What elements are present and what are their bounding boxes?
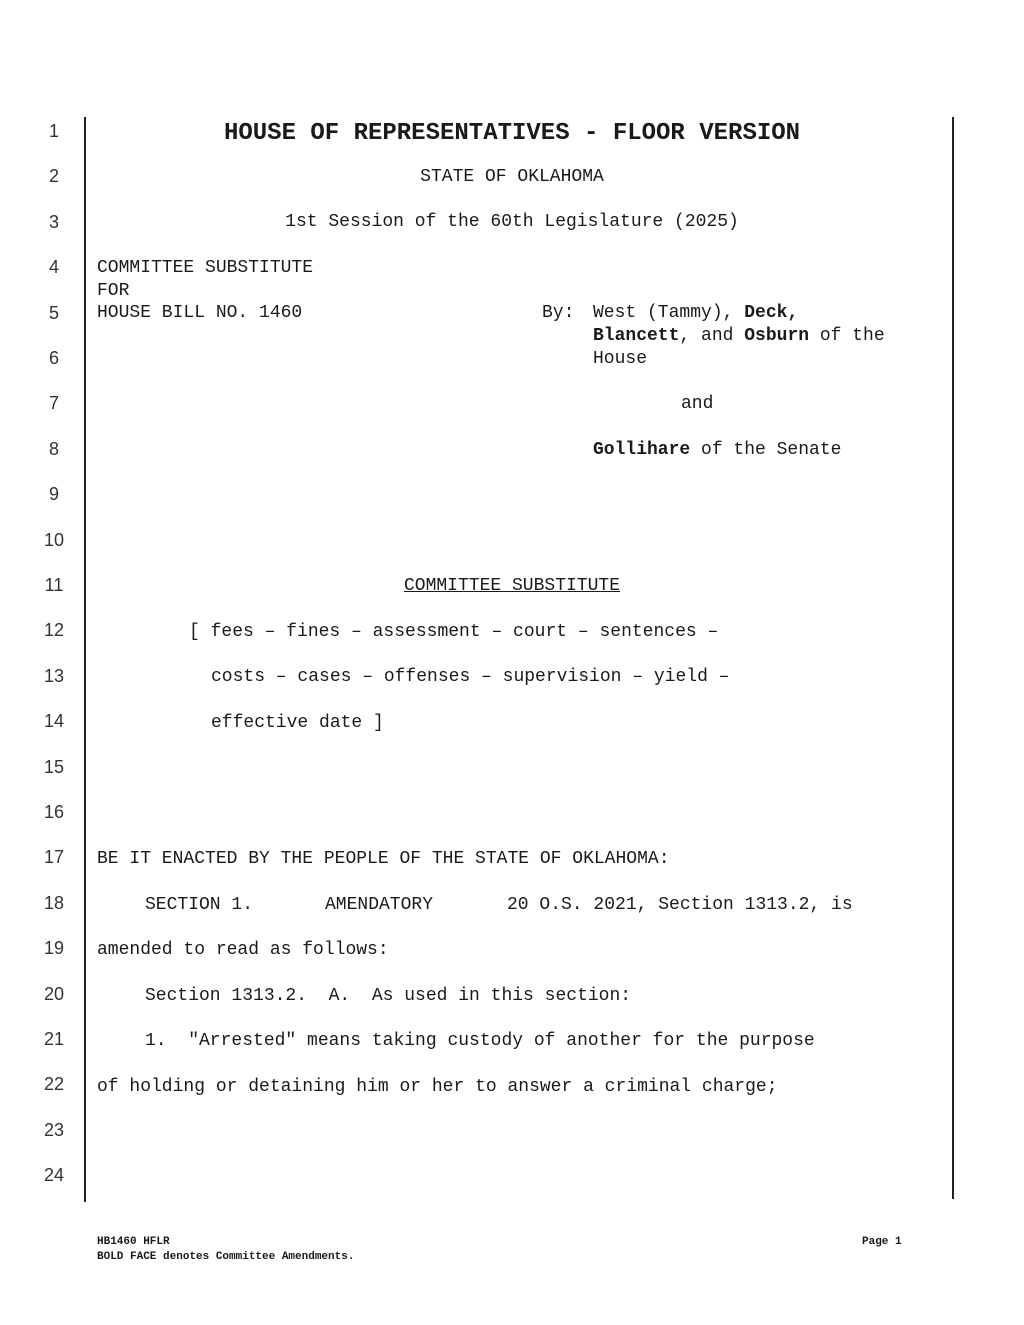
authors-line2: [593, 326, 885, 346]
keywords-line3: effective date ]: [211, 713, 384, 733]
keywords-line1: [ fees – fines – assessment – court – sentences –: [189, 622, 719, 642]
line-number: 8: [48, 438, 59, 459]
line-number: 5: [48, 302, 59, 323]
section-label: SECTION 1.: [145, 895, 254, 915]
keywords-line2: costs – cases – offenses – supervision – yield –: [211, 667, 730, 687]
left-margin-rule: [84, 117, 86, 1202]
line-number: 24: [43, 1165, 65, 1186]
line-number: 15: [43, 756, 65, 777]
bill-number: HOUSE BILL NO. 1460: [97, 303, 303, 323]
page-title: HOUSE OF REPRESENTATIVES - FLOOR VERSION: [223, 120, 801, 147]
amended-text: amended to read as follows:: [97, 940, 389, 960]
footer-page-number: Page 1: [862, 1236, 902, 1248]
senate-label: of the Senate: [690, 440, 842, 460]
author-deck: Deck,: [744, 303, 799, 323]
enacting-clause: BE IT ENACTED BY THE PEOPLE OF THE STATE OF OKLAHOMA:: [97, 849, 670, 869]
line-number: 1: [48, 121, 59, 141]
line-number: 22: [43, 1074, 65, 1095]
session-line: 1st Session of the 60th Legislature (2025): [285, 212, 739, 232]
statute-citation: 20 O.S. 2021, Section 1313.2, is: [507, 895, 853, 915]
line-number: 14: [43, 711, 65, 732]
line-number: 6: [48, 348, 59, 368]
right-margin-rule: [952, 117, 954, 1199]
amendatory-label: AMENDATORY: [325, 895, 434, 915]
authors-line1: [593, 303, 798, 323]
bill-type-line2: FOR: [97, 281, 130, 301]
line-number: 10: [43, 529, 65, 550]
authors-house: House: [593, 349, 648, 369]
footer-bill-id: HB1460 HFLR: [97, 1236, 170, 1248]
line-number: 21: [43, 1029, 65, 1049]
authors-and-separator: and: [681, 394, 714, 414]
line-number: 2: [48, 166, 59, 187]
line-number: 11: [44, 575, 64, 595]
definition-1-line1: 1. "Arrested" means taking custody of another for the purpose: [145, 1031, 815, 1051]
line-number: 23: [43, 1119, 65, 1140]
author-osburn: Osburn: [744, 326, 810, 346]
authors-of-the: of the: [809, 326, 885, 346]
line-number: 20: [43, 983, 65, 1004]
line-number: 16: [43, 802, 65, 822]
line-number: 7: [48, 393, 59, 414]
author-west: West (Tammy),: [593, 303, 745, 323]
footer-note: BOLD FACE denotes Committee Amendments.: [97, 1251, 355, 1263]
definition-1-line2: of holding or detaining him or her to answer a criminal charge;: [97, 1077, 778, 1097]
line-number: 17: [43, 847, 65, 868]
bill-type-line1: COMMITTEE SUBSTITUTE: [97, 258, 314, 278]
by-label: By:: [542, 303, 575, 323]
authors-and: , and: [679, 326, 745, 346]
section-heading: Section 1313.2. A. As used in this section:: [145, 986, 632, 1006]
line-number: 9: [48, 484, 59, 505]
state-name: STATE OF OKLAHOMA: [420, 167, 604, 187]
line-number: 3: [48, 211, 59, 232]
line-number: 12: [43, 620, 65, 641]
author-blancett: Blancett: [593, 326, 680, 346]
line-number: 13: [43, 665, 65, 686]
line-number: 4: [48, 257, 59, 278]
author-gollihare: Gollihare: [593, 440, 691, 460]
line-number: 19: [43, 938, 65, 959]
senate-author-line: [593, 440, 841, 460]
line-number: 18: [43, 892, 65, 913]
committee-substitute-heading: COMMITTEE SUBSTITUTE: [403, 576, 621, 596]
